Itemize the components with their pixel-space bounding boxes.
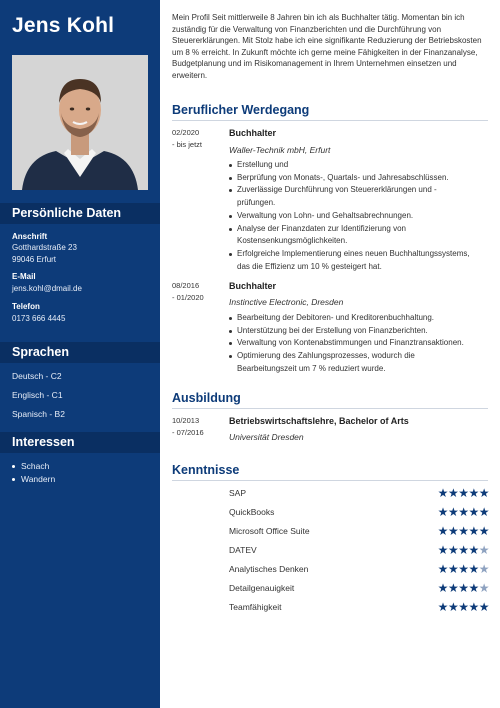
phone-number: 0173 666 4445 <box>12 314 66 323</box>
interests-heading: Interessen <box>0 432 160 453</box>
skill-rating <box>438 563 489 575</box>
skill-row <box>229 526 489 538</box>
star-icon: ★ <box>437 562 448 576</box>
job-bullet-cont: prüfungen. <box>237 198 276 208</box>
interests-list <box>12 461 55 486</box>
star-icon: ★ <box>458 524 469 538</box>
job-bullets <box>229 312 491 376</box>
skill-row <box>229 583 489 595</box>
skill-name: Detailgenauigkeit <box>229 583 295 593</box>
star-icon: ★ <box>437 543 448 557</box>
star-icon: ★ <box>468 524 479 538</box>
star-icon: ★ <box>437 486 448 500</box>
star-icon: ★ <box>468 486 479 500</box>
star-icon: ★ <box>447 505 459 519</box>
star-icon: ★ <box>468 543 479 557</box>
star-icon: ★ <box>458 562 469 576</box>
email-label: E-Mail <box>12 272 36 281</box>
skills-heading: Kenntnisse <box>172 463 488 481</box>
address-line2: 99046 Erfurt <box>12 255 57 264</box>
interest-item: Schach <box>12 461 55 474</box>
job-date-end: - 01/2020 <box>172 293 204 302</box>
job-title: Buchhalter <box>229 281 277 291</box>
languages-heading: Sprachen <box>0 342 160 363</box>
language-item: Spanisch - B2 <box>12 409 65 419</box>
skill-rating <box>438 601 489 613</box>
skill-rating <box>438 506 489 518</box>
job-bullets <box>229 159 491 273</box>
star-icon: ★ <box>437 505 448 519</box>
star-icon: ★ <box>458 486 469 500</box>
email-link[interactable]: jens.kohl@dmail.de <box>12 284 82 293</box>
languages-list <box>12 371 65 428</box>
candidate-name: Jens Kohl <box>12 14 115 37</box>
education-heading: Ausbildung <box>172 391 488 409</box>
skill-rating <box>438 582 489 594</box>
job-bullet: Erstellung und <box>229 159 491 172</box>
education-date-start: 10/2013 <box>172 416 200 425</box>
skill-name: SAP <box>229 488 247 498</box>
phone-label: Telefon <box>12 302 40 311</box>
job-bullet: Optimierung des Zahlungsprozesses, wodurch die <box>229 350 491 363</box>
job-date-end: - bis jetzt <box>172 140 203 149</box>
star-icon: ★ <box>478 524 489 538</box>
star-icon: ★ <box>458 600 469 614</box>
job-date-start: 02/2020 <box>172 128 200 137</box>
skill-row <box>229 545 489 557</box>
skill-name: Analytisches Denken <box>229 564 309 574</box>
job-bullet: Zuverlässige Durchführung von Steuererklärungen und - <box>229 184 491 197</box>
job-bullet-cont: Bearbeitungszeit um 7 % reduziert wurde. <box>237 363 386 373</box>
job-bullet: Analyse der Finanzdaten zur Identifizierung von <box>229 223 491 236</box>
skill-row <box>229 602 489 614</box>
skill-name: Teamfähigkeit <box>229 602 282 612</box>
skill-name: QuickBooks <box>229 507 275 517</box>
profile-photo <box>12 55 148 190</box>
language-item: Deutsch - C2 <box>12 371 62 381</box>
skill-name: Microsoft Office Suite <box>229 526 310 536</box>
star-icon: ★ <box>468 581 479 595</box>
star-icon: ★ <box>468 505 479 519</box>
star-icon: ★ <box>447 581 459 595</box>
main-content <box>160 0 500 708</box>
star-icon: ★ <box>447 562 459 576</box>
job-bullet: Berprüfung von Monats-, Quartals- und Jahresabschlüssen. <box>229 172 491 185</box>
skill-rating <box>438 487 489 499</box>
skill-name: DATEV <box>229 545 257 555</box>
star-icon: ★ <box>437 600 448 614</box>
experience-heading: Beruflicher Werdegang <box>172 103 488 121</box>
star-icon: ★ <box>458 543 469 557</box>
job-title: Buchhalter <box>229 128 277 138</box>
star-icon: ★ <box>478 581 489 595</box>
address-label: Anschrift <box>12 232 48 241</box>
star-icon: ★ <box>447 486 459 500</box>
star-icon: ★ <box>447 543 459 557</box>
skill-row <box>229 564 489 576</box>
job-date-start: 08/2016 <box>172 281 200 290</box>
star-icon: ★ <box>437 524 448 538</box>
profile-summary: Mein Profil Seit mittlerweile 8 Jahren bin ich als Buchhalter tätig. Momentan bin ich zuständig für die Verwaltung von Finanzberichten und die Durchführung von Steuererklärungen. Mit Stolz habe ich eine signifikante Reduzierung der Betriebskosten um 8 % erreicht. In Zukunft möchte ich gerne meine Fähigkeiten in der Finanzanalyse, Budgetplanung und im Risikomanagement in Ihrem Unternehmen einsetzen und erweitern. <box>172 13 482 80</box>
skill-rating <box>438 525 489 537</box>
education-degree: Betriebswirtschaftslehre, Bachelor of Arts <box>229 416 409 426</box>
star-icon: ★ <box>458 505 469 519</box>
star-icon: ★ <box>478 505 489 519</box>
star-icon: ★ <box>468 562 479 576</box>
star-icon: ★ <box>478 543 489 557</box>
job-bullet-cont: Kostensenkungsmöglichkeiten. <box>237 236 348 246</box>
skill-row <box>229 507 489 519</box>
portrait-image <box>12 55 148 190</box>
address-line1: Gotthardstraße 23 <box>12 243 77 252</box>
personal-data-heading: Persönliche Daten <box>0 203 160 224</box>
job-bullet-cont: das die Effizienz um 10 % gesteigert hat. <box>237 261 382 271</box>
job-bullet: Verwaltung von Kontenabstimmungen und Finanztransaktionen. <box>229 337 491 350</box>
sidebar <box>0 0 160 708</box>
job-bullet: Unterstützung bei der Erstellung von Finanzberichten. <box>229 325 491 338</box>
language-item: Englisch - C1 <box>12 390 63 400</box>
job-bullet: Bearbeitung der Debitoren- und Kreditorenbuchhaltung. <box>229 312 491 325</box>
star-icon: ★ <box>447 600 459 614</box>
star-icon: ★ <box>478 486 489 500</box>
star-icon: ★ <box>468 600 479 614</box>
star-icon: ★ <box>478 600 489 614</box>
job-company: Instinctive Electronic, Dresden <box>229 297 344 307</box>
star-icon: ★ <box>437 581 448 595</box>
interest-item: Wandern <box>12 474 55 487</box>
education-date-end: - 07/2016 <box>172 428 204 437</box>
job-bullet: Verwaltung von Lohn- und Gehaltsabrechnungen. <box>229 210 491 223</box>
job-company: Waller-Technik mbH, Erfurt <box>229 145 331 155</box>
skill-rating <box>438 544 489 556</box>
star-icon: ★ <box>458 581 469 595</box>
education-school: Universität Dresden <box>229 432 304 442</box>
job-bullet: Erfolgreiche Implementierung eines neuen Buchhaltungssystems, <box>229 248 491 261</box>
star-icon: ★ <box>478 562 489 576</box>
skill-row <box>229 488 489 500</box>
star-icon: ★ <box>447 524 459 538</box>
